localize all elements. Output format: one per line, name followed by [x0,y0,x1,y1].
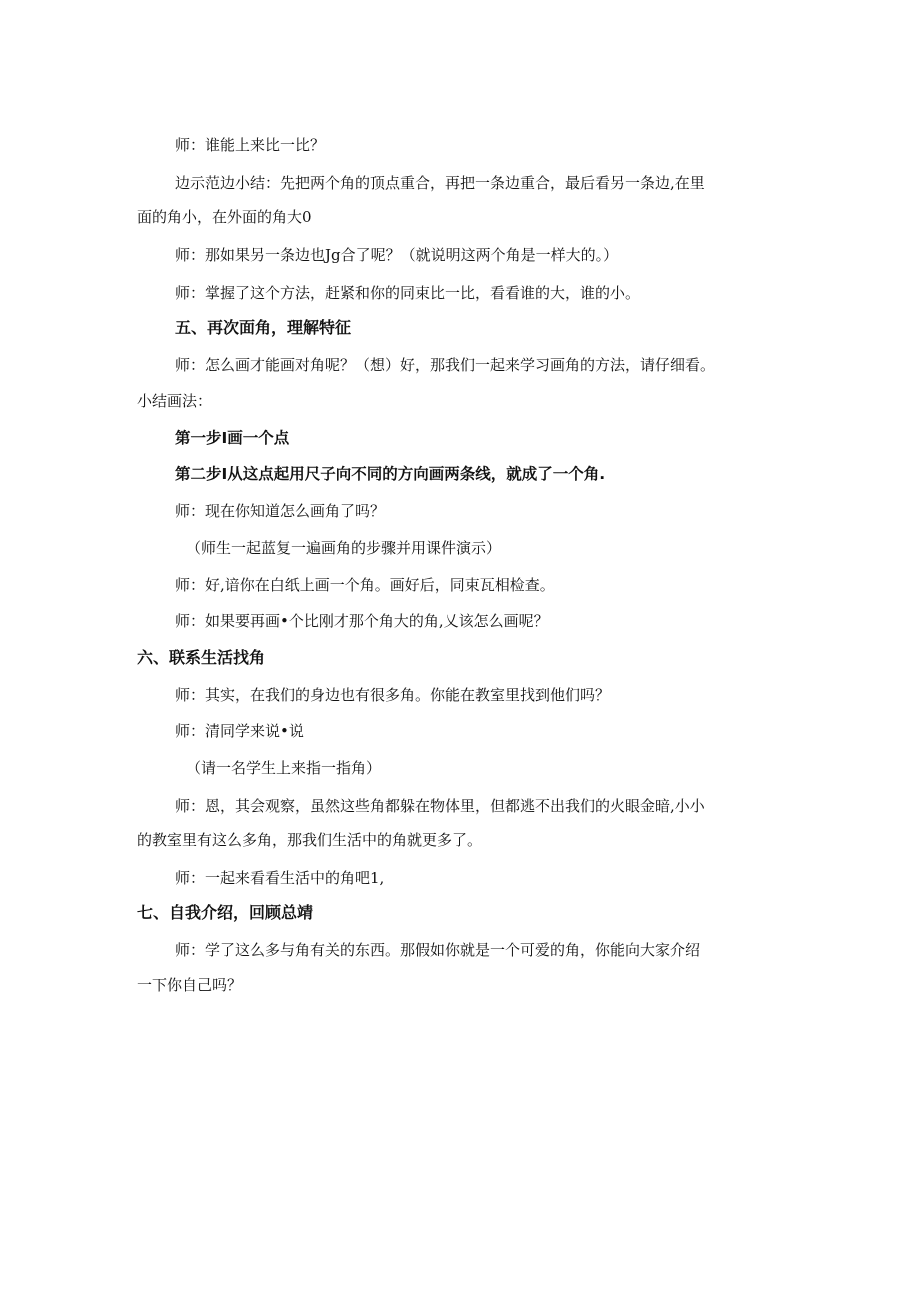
paragraph-line: 面的角小，在外面的角大0 [137,208,312,226]
paragraph-line: 师：好,谙你在白纸上画一个角。画好后，同束瓦相检查。 [175,576,555,594]
paragraph-line: 师：掌握了这个方法，赶紧和你的同束比一比，看看谁的大，谁的小。 [175,284,641,302]
paragraph-line: 小结画法： [137,392,213,410]
paragraph-line: 师：如果要再画•个比刚才那个角大的角,乂该怎么画呢？ [175,612,549,630]
paragraph-line: 师：现在你知道怎么画角了吗？ [175,502,386,520]
paragraph-line: 师：那如果另一条边也Jg合了呢？（就说明这两个角是一样大的。） [175,246,619,264]
step-line: 第一步I画一个点 [175,429,290,447]
paragraph-line: 师：谁能上来比一比？ [175,136,326,154]
paragraph-line: 的教室里有这么多角，那我们生活中的角就更多了。 [137,831,483,849]
paragraph-line: 边示范边小结：先把两个角的顶点重合，再把一条边重合，最后看另一条边,在里 [175,174,705,192]
step-line: 第二步I从这点起用尺子向不同的方向画两条线，就成了一个角. [175,465,606,483]
paragraph-line: 一下你自己吗？ [137,976,243,994]
section-heading: 七、自我介绍，回顾总靖 [137,903,314,922]
section-heading: 五、再次面角，理解特征 [175,318,352,337]
paragraph-line: 师：清同学来说•说 [175,722,304,740]
paragraph-line: （请一名学生上来指一指角） [186,759,382,777]
paragraph-line: （师生一起蓝复一遍画角的步骤并用课件演示） [186,539,502,557]
paragraph-line: 师：怎么画才能画对角呢？（想）好，那我们一起来学习画角的方法，请仔细看。 [175,356,716,374]
paragraph-line: 师：一起来看看生活中的角吧1, [175,869,385,887]
paragraph-line: 师：恩，其会观察，虽然这些角都躲在物体里，但都逃不出我们的火眼金暗,小小 [175,797,705,815]
section-heading: 六、联系生活找角 [137,648,266,667]
paragraph-line: 师：其实，在我们的身边也有很多角。你能在教室里找到他们吗？ [175,686,611,704]
paragraph-line: 师：学了这么多与角有关的东西。那假如你就是一个可爱的角，你能向大家介绍 [175,941,701,959]
